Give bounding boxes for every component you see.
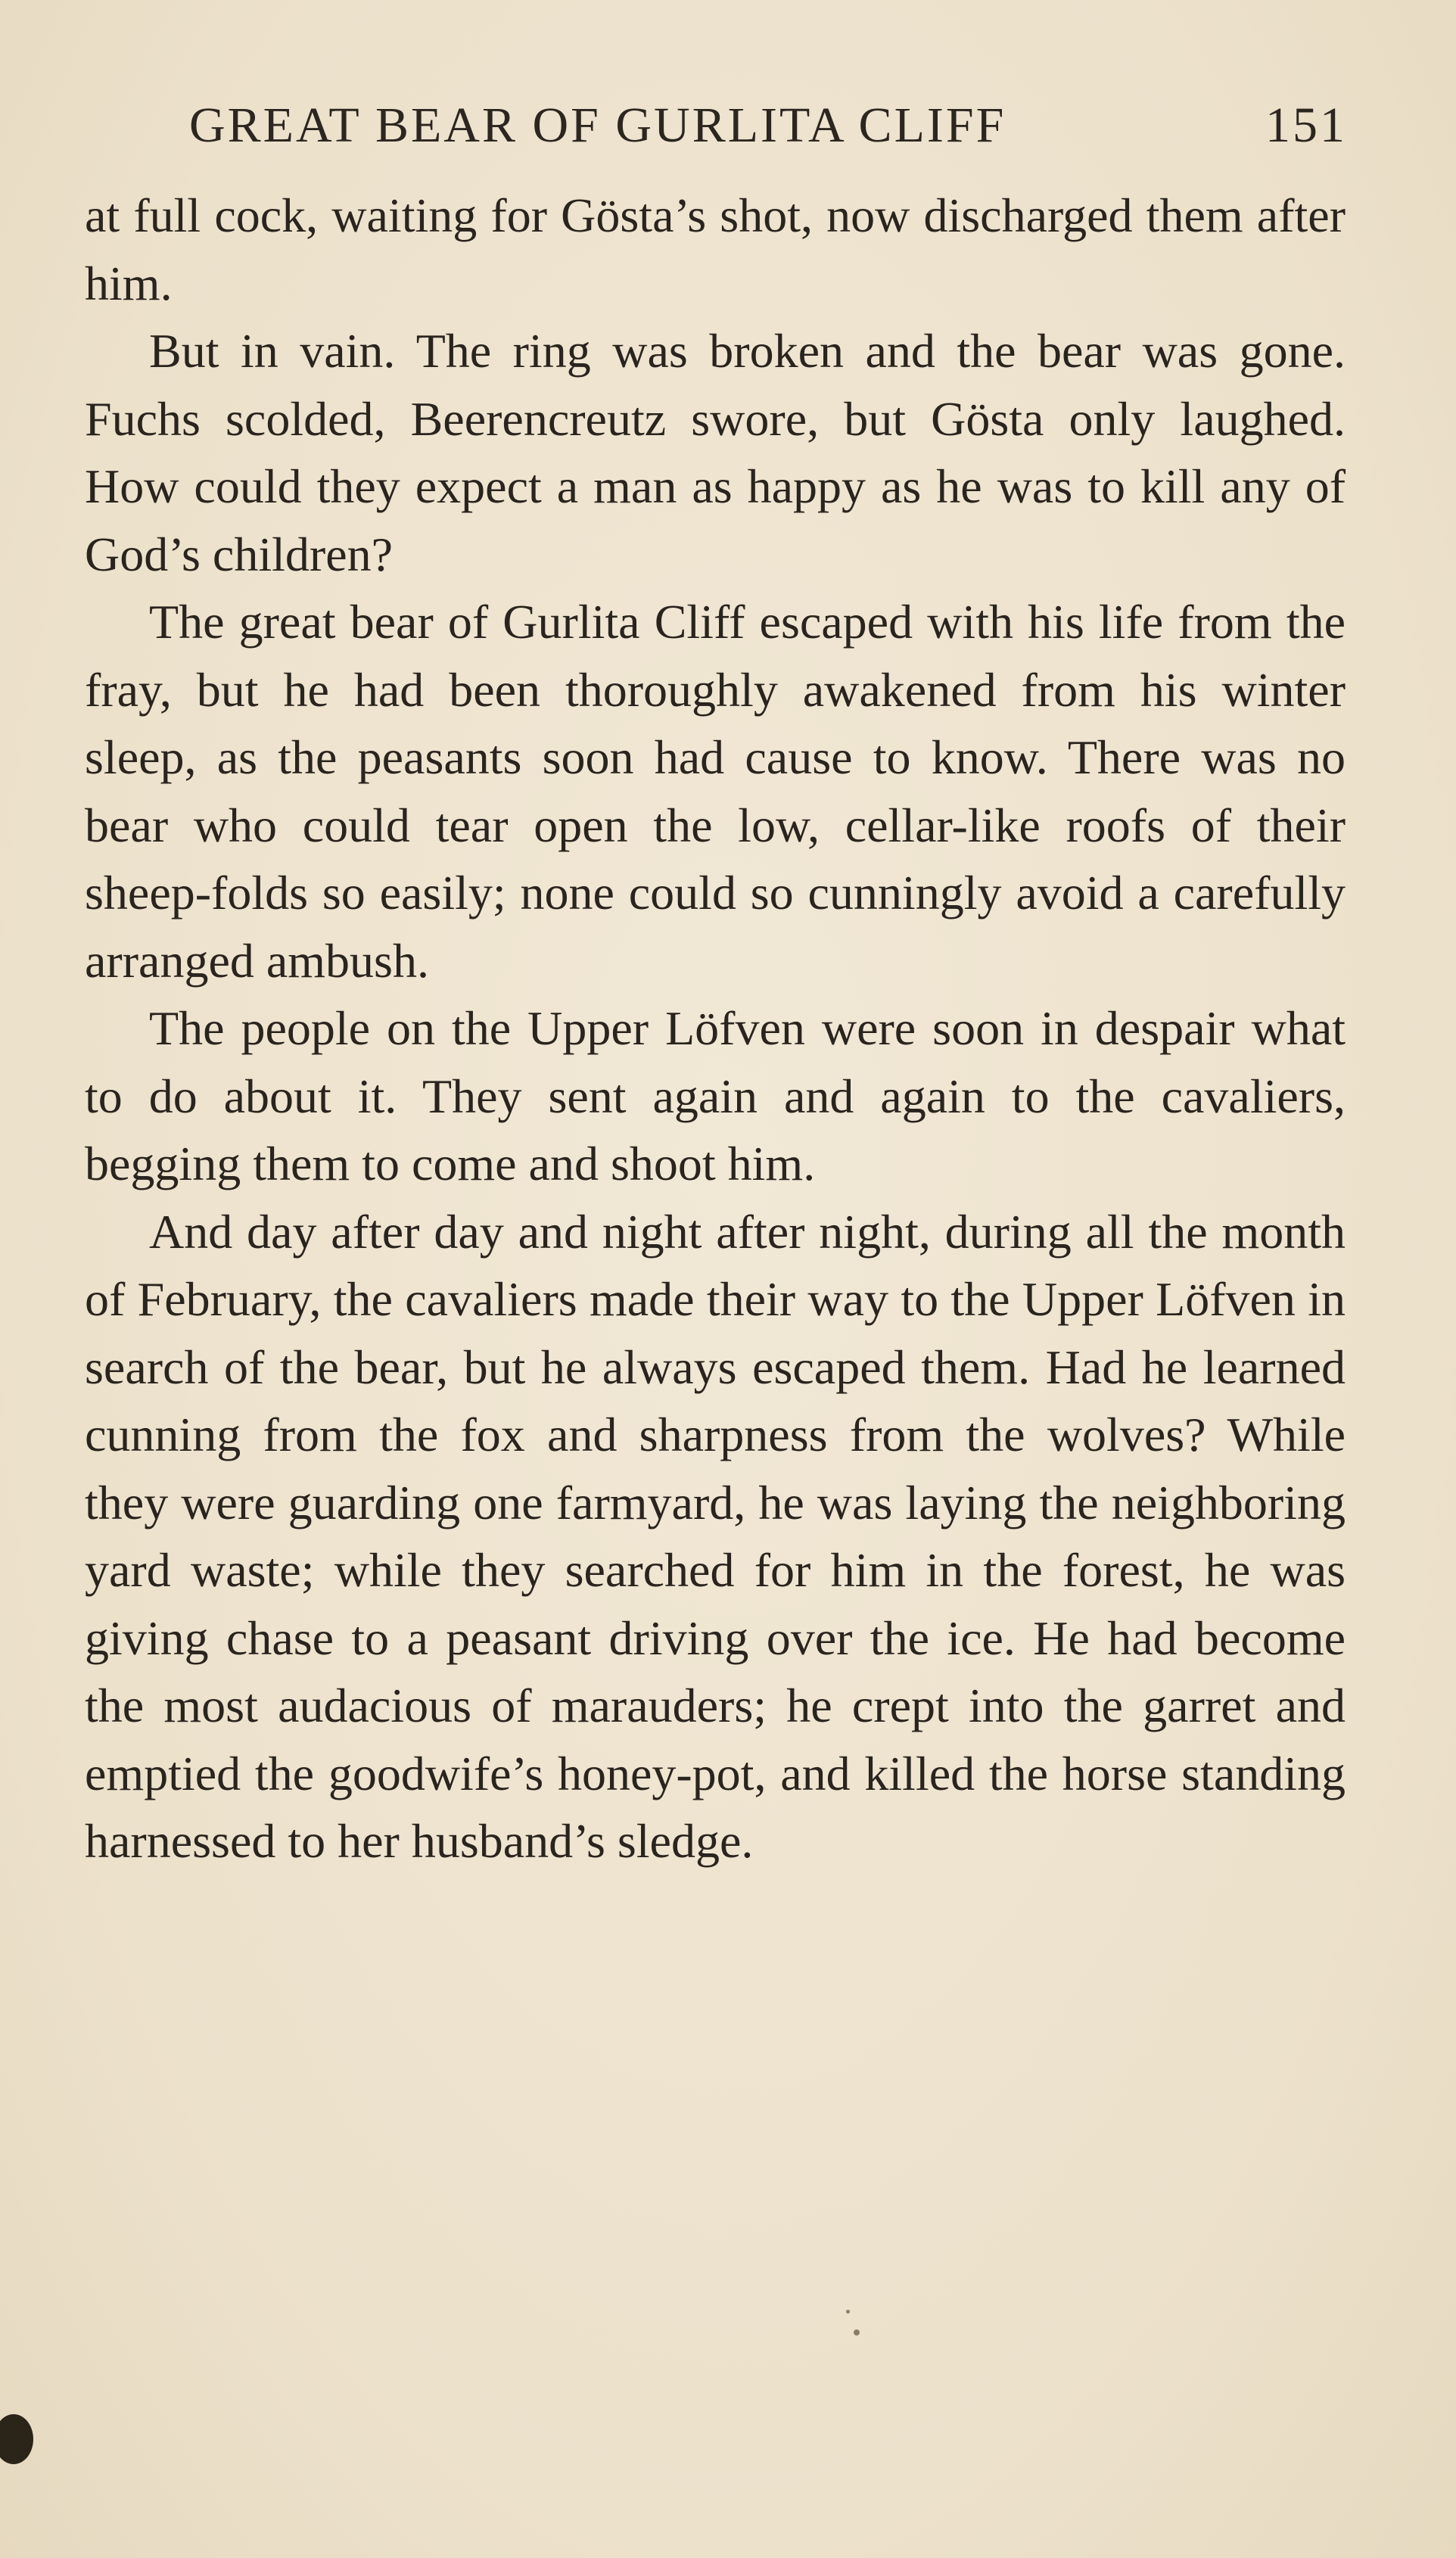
paragraph: But in vain. The ring was broken and the bear was gone. Fuchs scolded, Beerencreutz swore, but Gösta only laughed. How could they expect a man as happy as he was to kill any of God’s children? [85,324,1346,581]
paper-speck [854,2329,860,2335]
ink-blot [0,2414,33,2464]
paragraph: And day after day and night after night, during all the month of February, the cavaliers made their way to the Upper Löfven in search of the bear, but he always escaped them. Had he learned cunning from the fox and sharpness from the wolves? While they were guarding one farmyard, he was laying the neighboring yard waste; while they searched for him in the forest, he was giving chase to a peasant driving over the ice. He had become the most audacious of marauders; he crept into the garret and emptied the goodwife’s honey-pot, and killed the horse standing harnessed to her husband’s sledge. [85,1204,1346,1868]
paragraph: The great bear of Gurlita Cliff escaped with his life from the fray, but he had been thoroughly awakened from his winter sleep, as the peasants soon had cause to know. There was no bear who could tear open the low, cellar-like roofs of their sheep-folds so easily; none could so cunningly avoid a carefully arranged ambush. [85,595,1346,988]
paper-speck [846,2310,850,2314]
page-number: 151 [1265,98,1347,153]
paragraph-continued: at full cock, waiting for Gösta’s shot, now discharged them after him. [85,188,1346,310]
body-text [85,182,1346,1875]
paragraph: The people on the Upper Löfven were soon in despair what to do about it. They sent again and again to the cavaliers, begging them to come and shoot him. [85,1001,1346,1190]
running-title: GREAT BEAR OF GURLITA CLIFF [189,98,1006,153]
